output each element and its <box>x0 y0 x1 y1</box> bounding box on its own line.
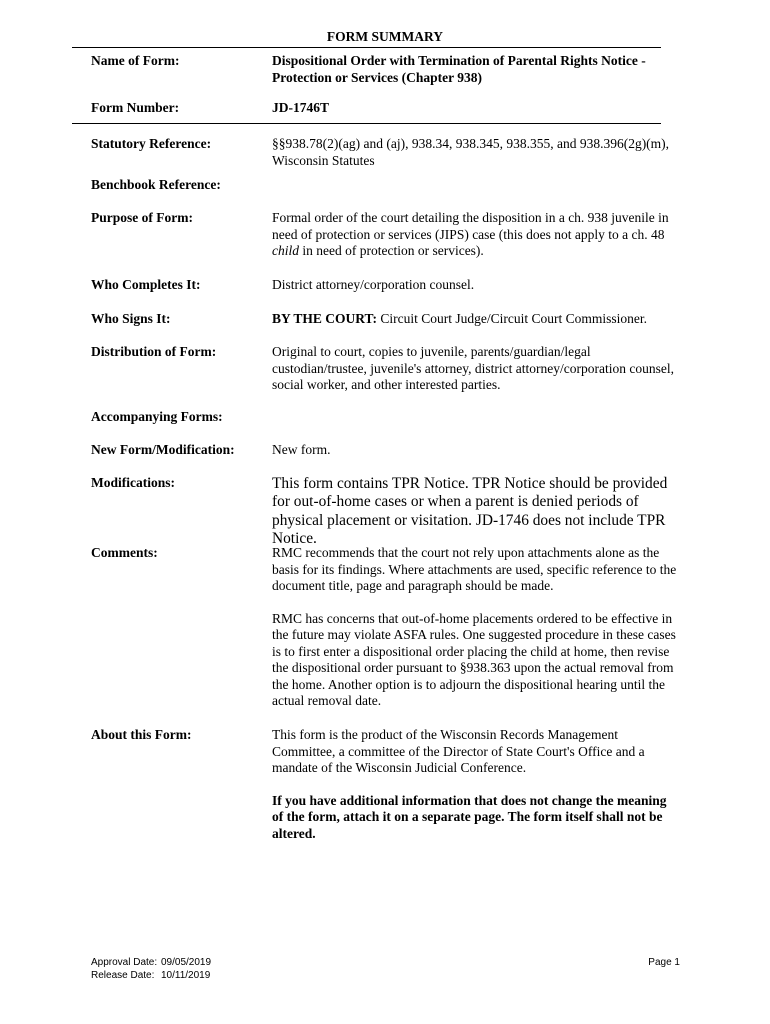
who-completes-value: District attorney/corporation counsel. <box>272 277 475 292</box>
statutory-reference-label: Statutory Reference: <box>91 136 212 151</box>
form-number-label: Form Number: <box>91 100 180 115</box>
accompanying-label: Accompanying Forms: <box>91 409 223 424</box>
about-label: About this Form: <box>91 727 192 742</box>
purpose-italic-text: child <box>272 243 299 258</box>
release-date-value: 10/11/2019 <box>161 969 211 981</box>
benchbook-reference-label: Benchbook Reference: <box>91 177 221 192</box>
who-signs-label: Who Signs It: <box>91 311 171 326</box>
distribution-value: Original to court, copies to juvenile, parents/guardian/legal custodian/trustee, juvenile's attorney, district attorney/corporation counsel, social worker, and other interested parties. <box>272 344 674 392</box>
page-number: Page 1 <box>648 957 680 968</box>
name-of-form-label: Name of Form: <box>91 53 180 68</box>
statutory-reference-value: §§938.78(2)(ag) and (aj), 938.34, 938.345, 938.355, and 938.396(2g)(m), Wisconsin Statutes <box>272 136 670 168</box>
release-date-label: Release Date: <box>91 969 155 981</box>
distribution-label: Distribution of Form: <box>91 344 217 359</box>
purpose-value: Formal order of the court detailing the disposition in a ch. 938 juvenile in need of protection or services (JIPS) case (this does not apply to a ch. 48 child in need of protection or services). <box>272 210 669 258</box>
form-number-value: JD-1746T <box>272 100 329 115</box>
modifications-label: Modifications: <box>91 475 175 490</box>
page-title: FORM SUMMARY <box>326 29 444 44</box>
approval-date-value: 09/05/2019 <box>161 957 212 968</box>
new-form-modification-value: New form. <box>272 442 331 457</box>
purpose-label: Purpose of Form: <box>91 210 193 225</box>
top-rule <box>72 47 661 48</box>
who-completes-label: Who Completes It: <box>91 277 201 292</box>
comments-paragraph-2: RMC has concerns that out-of-home placements ordered to be effective in the future may violate ASFA rules. One suggested procedure in these cases is to first enter a dispositional order placing the child at home, then revise the dispositional order pursuant to §938.363 upon the actual removal from the home. Another option is to adjourn the dispositional hearing until the actual removal date. <box>272 610 676 708</box>
who-signs-value: BY THE COURT: Circuit Court Judge/Circuit Court Commissioner. <box>272 311 648 326</box>
comments-label: Comments: <box>91 545 158 560</box>
comments-value <box>272 545 678 710</box>
modifications-value: This form contains TPR Notice. TPR Notice should be provided for out-of-home cases or when a parent is denied periods of physical placement or visitation. JD-1746 does not include TPR Notice. <box>272 475 668 548</box>
approval-date-label: Approval Date: <box>91 957 158 968</box>
name-of-form-value: Dispositional Order with Termination of Parental Rights Notice - Protection or Services (Chapter 938) <box>272 53 646 85</box>
new-form-modification-label: New Form/Modification: <box>91 442 235 457</box>
middle-rule <box>72 123 661 124</box>
comments-paragraph-1: RMC recommends that the court not rely upon attachments alone as the basis for its findings. Where attachments are used, specific reference to the document title, page and paragraph should be made. <box>272 545 677 593</box>
footer-dates <box>91 957 211 982</box>
about-paragraph-1: This form is the product of the Wisconsin Records Management Committee, a committee of the Director of State Court's Office and a mandate of the Wisconsin Judicial Conference. <box>272 727 645 775</box>
about-paragraph-2: If you have additional information that does not change the meaning of the form, attach it on a separate page. The form itself shall not be altered. <box>272 792 667 841</box>
about-value <box>272 727 670 842</box>
